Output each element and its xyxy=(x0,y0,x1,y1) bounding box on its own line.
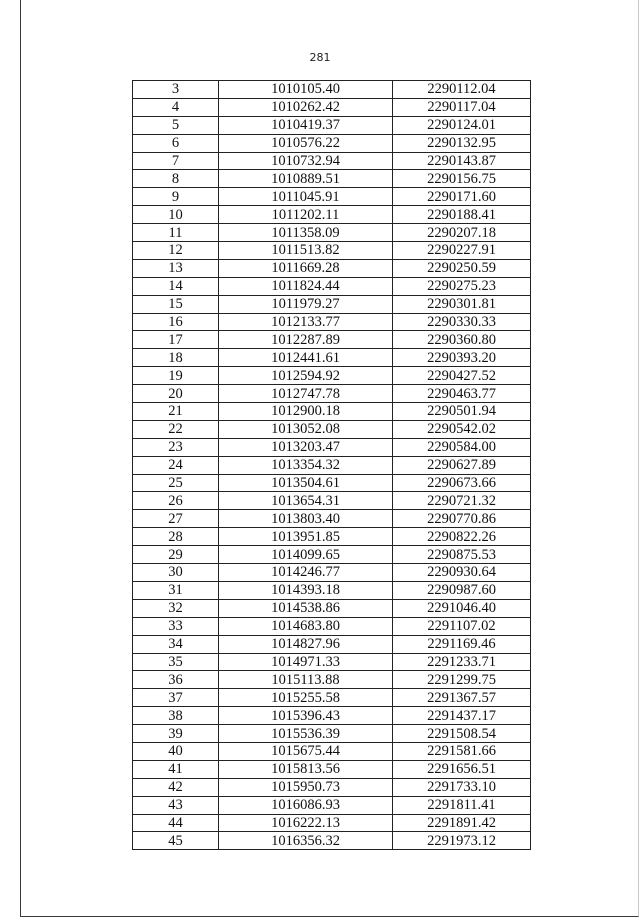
point-number-cell: 33 xyxy=(133,617,219,635)
y-coordinate-cell: 2291299.75 xyxy=(393,671,531,689)
table-row xyxy=(133,546,531,564)
point-number-cell: 10 xyxy=(133,206,219,224)
y-coordinate-cell: 2291169.46 xyxy=(393,635,531,653)
table-row xyxy=(133,510,531,528)
point-number-cell: 41 xyxy=(133,760,219,778)
table-row xyxy=(133,456,531,474)
point-number-cell: 4 xyxy=(133,98,219,116)
y-coordinate-cell: 2290393.20 xyxy=(393,349,531,367)
table-row xyxy=(133,742,531,760)
table-row xyxy=(133,492,531,510)
table-row xyxy=(133,224,531,242)
point-number-cell: 37 xyxy=(133,689,219,707)
table-row xyxy=(133,134,531,152)
y-coordinate-cell: 2290721.32 xyxy=(393,492,531,510)
point-number-cell: 15 xyxy=(133,295,219,313)
x-coordinate-cell: 1011045.91 xyxy=(219,188,393,206)
x-coordinate-cell: 1013654.31 xyxy=(219,492,393,510)
point-number-cell: 9 xyxy=(133,188,219,206)
x-coordinate-cell: 1013052.08 xyxy=(219,420,393,438)
table-row xyxy=(133,653,531,671)
point-number-cell: 29 xyxy=(133,546,219,564)
y-coordinate-cell: 2290427.52 xyxy=(393,367,531,385)
x-coordinate-cell: 1014683.80 xyxy=(219,617,393,635)
x-coordinate-cell: 1010419.37 xyxy=(219,116,393,134)
y-coordinate-cell: 2290542.02 xyxy=(393,420,531,438)
table-row xyxy=(133,331,531,349)
y-coordinate-cell: 2290360.80 xyxy=(393,331,531,349)
y-coordinate-cell: 2291046.40 xyxy=(393,599,531,617)
x-coordinate-cell: 1011979.27 xyxy=(219,295,393,313)
table-row xyxy=(133,277,531,295)
y-coordinate-cell: 2290987.60 xyxy=(393,581,531,599)
point-number-cell: 14 xyxy=(133,277,219,295)
point-number-cell: 24 xyxy=(133,456,219,474)
table-row xyxy=(133,474,531,492)
x-coordinate-cell: 1013354.32 xyxy=(219,456,393,474)
table-row xyxy=(133,778,531,796)
point-number-cell: 28 xyxy=(133,528,219,546)
table-row xyxy=(133,599,531,617)
y-coordinate-cell: 2290250.59 xyxy=(393,259,531,277)
point-number-cell: 27 xyxy=(133,510,219,528)
page-number: 281 xyxy=(309,51,331,64)
table-row xyxy=(133,98,531,116)
y-coordinate-cell: 2290822.26 xyxy=(393,528,531,546)
y-coordinate-cell: 2290132.95 xyxy=(393,134,531,152)
coordinates-table-body xyxy=(133,81,531,850)
y-coordinate-cell: 2291233.71 xyxy=(393,653,531,671)
point-number-cell: 7 xyxy=(133,152,219,170)
coordinates-table xyxy=(132,80,531,850)
y-coordinate-cell: 2290227.91 xyxy=(393,242,531,260)
point-number-cell: 38 xyxy=(133,707,219,725)
table-row xyxy=(133,259,531,277)
y-coordinate-cell: 2291733.10 xyxy=(393,778,531,796)
table-row xyxy=(133,81,531,99)
point-number-cell: 32 xyxy=(133,599,219,617)
x-coordinate-cell: 1012900.18 xyxy=(219,403,393,421)
x-coordinate-cell: 1014538.86 xyxy=(219,599,393,617)
table-row xyxy=(133,814,531,832)
table-row xyxy=(133,349,531,367)
x-coordinate-cell: 1015536.39 xyxy=(219,725,393,743)
table-row xyxy=(133,635,531,653)
x-coordinate-cell: 1010262.42 xyxy=(219,98,393,116)
y-coordinate-cell: 2290171.60 xyxy=(393,188,531,206)
y-coordinate-cell: 2291437.17 xyxy=(393,707,531,725)
point-number-cell: 45 xyxy=(133,832,219,850)
x-coordinate-cell: 1012441.61 xyxy=(219,349,393,367)
y-coordinate-cell: 2291508.54 xyxy=(393,725,531,743)
x-coordinate-cell: 1015113.88 xyxy=(219,671,393,689)
y-coordinate-cell: 2291107.02 xyxy=(393,617,531,635)
x-coordinate-cell: 1010105.40 xyxy=(219,81,393,99)
y-coordinate-cell: 2290930.64 xyxy=(393,564,531,582)
point-number-cell: 18 xyxy=(133,349,219,367)
y-coordinate-cell: 2290875.53 xyxy=(393,546,531,564)
point-number-cell: 17 xyxy=(133,331,219,349)
table-row xyxy=(133,725,531,743)
x-coordinate-cell: 1011824.44 xyxy=(219,277,393,295)
x-coordinate-cell: 1014099.65 xyxy=(219,546,393,564)
table-row xyxy=(133,385,531,403)
x-coordinate-cell: 1012287.89 xyxy=(219,331,393,349)
x-coordinate-cell: 1011669.28 xyxy=(219,259,393,277)
table-row xyxy=(133,152,531,170)
y-coordinate-cell: 2290188.41 xyxy=(393,206,531,224)
table-row xyxy=(133,581,531,599)
x-coordinate-cell: 1015255.58 xyxy=(219,689,393,707)
y-coordinate-cell: 2290275.23 xyxy=(393,277,531,295)
x-coordinate-cell: 1015675.44 xyxy=(219,742,393,760)
table-row xyxy=(133,242,531,260)
table-row xyxy=(133,170,531,188)
x-coordinate-cell: 1011358.09 xyxy=(219,224,393,242)
table-row xyxy=(133,420,531,438)
table-row xyxy=(133,367,531,385)
y-coordinate-cell: 2291367.57 xyxy=(393,689,531,707)
y-coordinate-cell: 2290501.94 xyxy=(393,403,531,421)
point-number-cell: 42 xyxy=(133,778,219,796)
table-row xyxy=(133,403,531,421)
x-coordinate-cell: 1014393.18 xyxy=(219,581,393,599)
table-row xyxy=(133,564,531,582)
y-coordinate-cell: 2290770.86 xyxy=(393,510,531,528)
x-coordinate-cell: 1010576.22 xyxy=(219,134,393,152)
x-coordinate-cell: 1011202.11 xyxy=(219,206,393,224)
table-row xyxy=(133,689,531,707)
table-row xyxy=(133,438,531,456)
y-coordinate-cell: 2290112.04 xyxy=(393,81,531,99)
y-coordinate-cell: 2291656.51 xyxy=(393,760,531,778)
x-coordinate-cell: 1010732.94 xyxy=(219,152,393,170)
y-coordinate-cell: 2291581.66 xyxy=(393,742,531,760)
y-coordinate-cell: 2290673.66 xyxy=(393,474,531,492)
table-row xyxy=(133,760,531,778)
x-coordinate-cell: 1014971.33 xyxy=(219,653,393,671)
x-coordinate-cell: 1012747.78 xyxy=(219,385,393,403)
point-number-cell: 21 xyxy=(133,403,219,421)
x-coordinate-cell: 1011513.82 xyxy=(219,242,393,260)
y-coordinate-cell: 2290584.00 xyxy=(393,438,531,456)
y-coordinate-cell: 2290627.89 xyxy=(393,456,531,474)
point-number-cell: 36 xyxy=(133,671,219,689)
point-number-cell: 8 xyxy=(133,170,219,188)
point-number-cell: 3 xyxy=(133,81,219,99)
x-coordinate-cell: 1014246.77 xyxy=(219,564,393,582)
x-coordinate-cell: 1014827.96 xyxy=(219,635,393,653)
y-coordinate-cell: 2290156.75 xyxy=(393,170,531,188)
x-coordinate-cell: 1015396.43 xyxy=(219,707,393,725)
x-coordinate-cell: 1013951.85 xyxy=(219,528,393,546)
x-coordinate-cell: 1012594.92 xyxy=(219,367,393,385)
table-row xyxy=(133,116,531,134)
y-coordinate-cell: 2290143.87 xyxy=(393,152,531,170)
point-number-cell: 30 xyxy=(133,564,219,582)
point-number-cell: 34 xyxy=(133,635,219,653)
point-number-cell: 44 xyxy=(133,814,219,832)
x-coordinate-cell: 1013504.61 xyxy=(219,474,393,492)
table-row xyxy=(133,206,531,224)
table-row xyxy=(133,707,531,725)
y-coordinate-cell: 2290463.77 xyxy=(393,385,531,403)
x-coordinate-cell: 1015950.73 xyxy=(219,778,393,796)
point-number-cell: 39 xyxy=(133,725,219,743)
table-row xyxy=(133,295,531,313)
point-number-cell: 35 xyxy=(133,653,219,671)
table-row xyxy=(133,313,531,331)
y-coordinate-cell: 2291811.41 xyxy=(393,796,531,814)
y-coordinate-cell: 2290207.18 xyxy=(393,224,531,242)
point-number-cell: 40 xyxy=(133,742,219,760)
y-coordinate-cell: 2291891.42 xyxy=(393,814,531,832)
table-row xyxy=(133,671,531,689)
x-coordinate-cell: 1016086.93 xyxy=(219,796,393,814)
table-row xyxy=(133,188,531,206)
table-row xyxy=(133,832,531,850)
point-number-cell: 43 xyxy=(133,796,219,814)
y-coordinate-cell: 2290117.04 xyxy=(393,98,531,116)
point-number-cell: 20 xyxy=(133,385,219,403)
y-coordinate-cell: 2291973.12 xyxy=(393,832,531,850)
table-row xyxy=(133,617,531,635)
x-coordinate-cell: 1013203.47 xyxy=(219,438,393,456)
x-coordinate-cell: 1015813.56 xyxy=(219,760,393,778)
point-number-cell: 13 xyxy=(133,259,219,277)
y-coordinate-cell: 2290301.81 xyxy=(393,295,531,313)
table-row xyxy=(133,528,531,546)
x-coordinate-cell: 1016222.13 xyxy=(219,814,393,832)
point-number-cell: 22 xyxy=(133,420,219,438)
point-number-cell: 19 xyxy=(133,367,219,385)
point-number-cell: 12 xyxy=(133,242,219,260)
point-number-cell: 25 xyxy=(133,474,219,492)
x-coordinate-cell: 1010889.51 xyxy=(219,170,393,188)
x-coordinate-cell: 1016356.32 xyxy=(219,832,393,850)
point-number-cell: 6 xyxy=(133,134,219,152)
x-coordinate-cell: 1012133.77 xyxy=(219,313,393,331)
y-coordinate-cell: 2290330.33 xyxy=(393,313,531,331)
x-coordinate-cell: 1013803.40 xyxy=(219,510,393,528)
point-number-cell: 16 xyxy=(133,313,219,331)
point-number-cell: 5 xyxy=(133,116,219,134)
point-number-cell: 31 xyxy=(133,581,219,599)
point-number-cell: 26 xyxy=(133,492,219,510)
point-number-cell: 23 xyxy=(133,438,219,456)
table-row xyxy=(133,796,531,814)
y-coordinate-cell: 2290124.01 xyxy=(393,116,531,134)
point-number-cell: 11 xyxy=(133,224,219,242)
